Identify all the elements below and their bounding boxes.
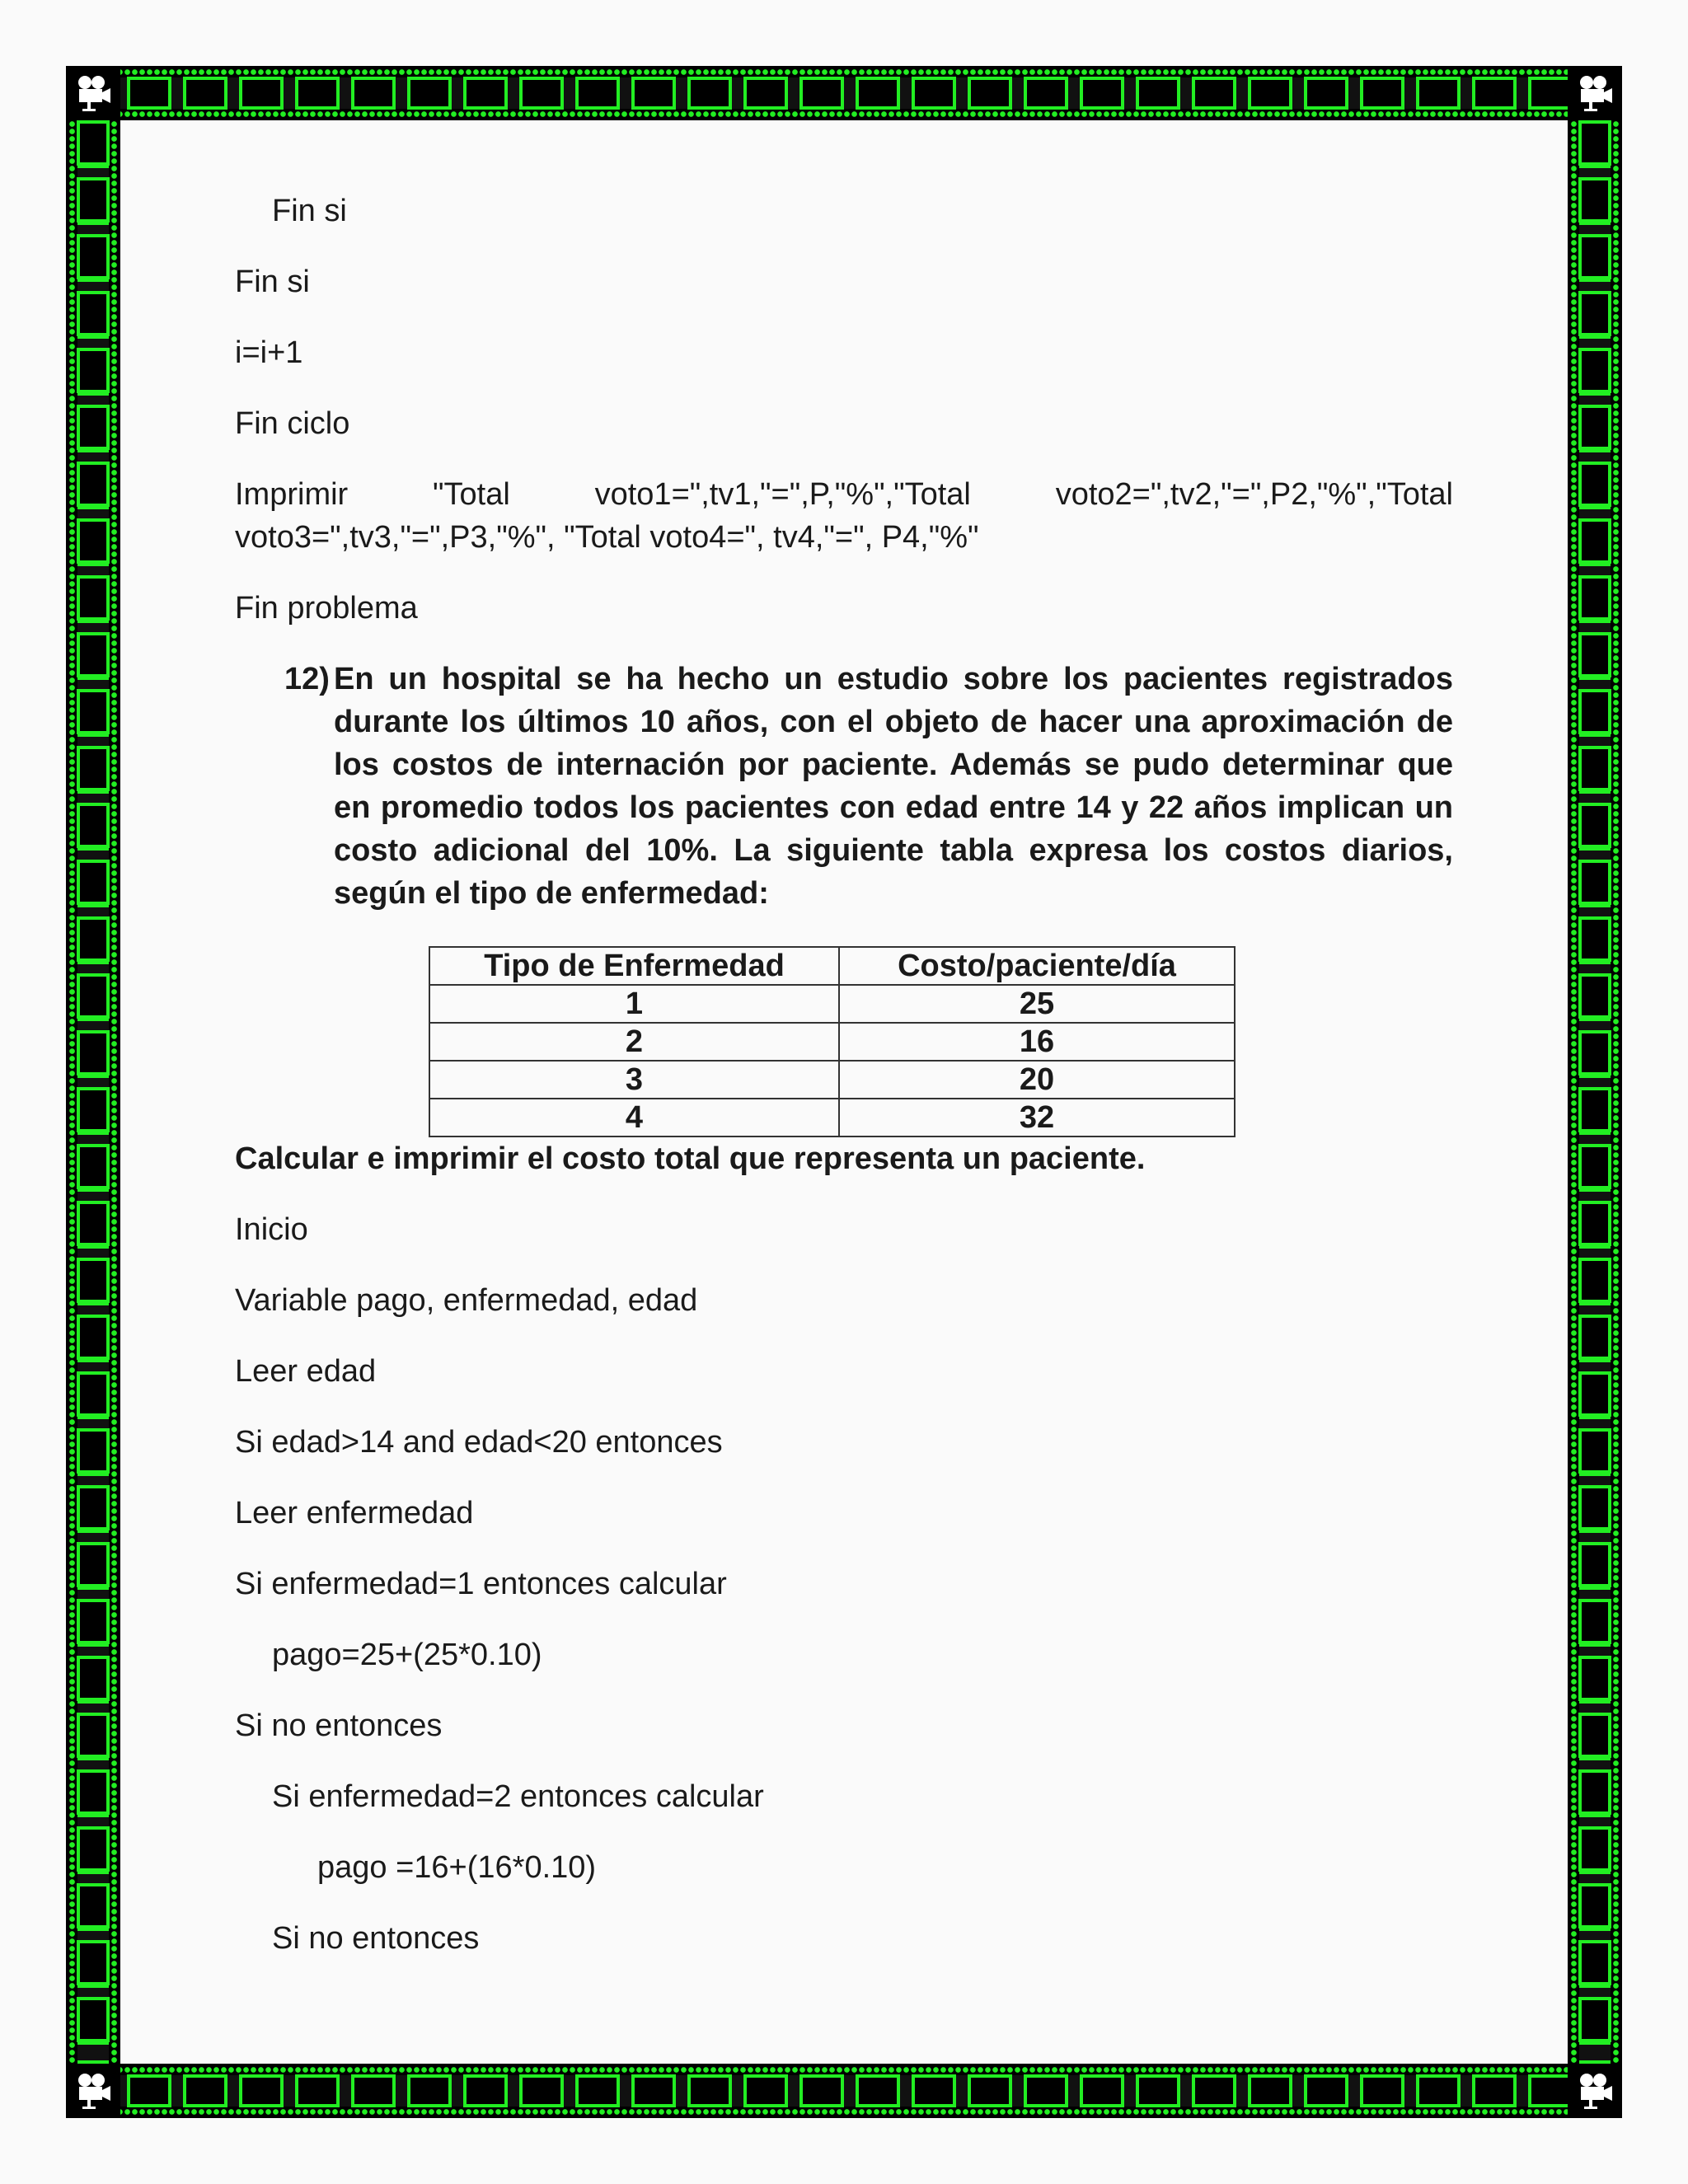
film-frame <box>295 2074 340 2107</box>
film-frame <box>77 348 110 393</box>
film-frame <box>295 77 340 110</box>
film-frame <box>77 1656 110 1701</box>
film-frame <box>1416 77 1461 110</box>
film-frame <box>1578 291 1611 336</box>
film-frame <box>77 291 110 336</box>
code-line: Si enfermedad=2 entonces calcular <box>272 1779 764 1814</box>
film-frames-left <box>77 120 110 2042</box>
film-frame <box>77 575 110 621</box>
film-frame <box>77 1542 110 1587</box>
film-frame <box>77 916 110 962</box>
film-frame <box>77 1315 110 1360</box>
film-frame <box>1528 2074 1573 2107</box>
movie-camera-icon <box>1568 2064 1622 2118</box>
film-border-left <box>66 120 120 2064</box>
cost-table <box>429 946 1236 1137</box>
film-frame <box>968 77 1012 110</box>
film-frame <box>127 2074 171 2107</box>
film-frame <box>912 77 956 110</box>
table-header-costo: Costo/paciente/día <box>839 947 1235 985</box>
code-line: Inicio <box>235 1212 308 1247</box>
film-frame <box>77 1997 110 2042</box>
film-frame <box>1578 916 1611 962</box>
film-frame <box>1578 746 1611 791</box>
film-frame <box>1472 77 1517 110</box>
table-cell-costo: 20 <box>839 1061 1235 1099</box>
film-border-right <box>1568 120 1622 2064</box>
code-line: Leer enfermedad <box>235 1496 474 1530</box>
film-frame <box>1578 1826 1611 1872</box>
film-frame <box>1578 1656 1611 1701</box>
code-line: Variable pago, enfermedad, edad <box>235 1283 698 1318</box>
film-frame <box>1578 405 1611 450</box>
film-frame <box>1578 1315 1611 1360</box>
film-frame <box>1080 77 1124 110</box>
film-border-top <box>66 66 1622 120</box>
film-frame <box>575 77 620 110</box>
film-frame <box>968 2074 1012 2107</box>
film-frame <box>239 2074 284 2107</box>
film-frame <box>1578 462 1611 507</box>
film-frame <box>519 2074 564 2107</box>
film-frame <box>1578 575 1611 621</box>
film-frame <box>1248 77 1292 110</box>
pseudocode-block-after <box>235 1208 1453 1960</box>
film-frame <box>239 77 284 110</box>
table-header-row <box>429 947 1235 985</box>
film-frame <box>1578 1201 1611 1246</box>
table-cell-tipo: 4 <box>429 1099 839 1137</box>
table-cell-tipo: 3 <box>429 1061 839 1099</box>
table-row <box>429 1061 1235 1099</box>
film-frame <box>463 2074 508 2107</box>
table-cell-costo: 25 <box>839 985 1235 1023</box>
film-frame <box>743 2074 788 2107</box>
film-frame <box>1578 1030 1611 1076</box>
table-row <box>429 985 1235 1023</box>
pseudocode-block-before <box>235 190 1453 445</box>
film-frame <box>407 2074 452 2107</box>
film-frame <box>127 77 171 110</box>
code-line: Fin ciclo <box>235 406 350 441</box>
film-frame <box>77 1144 110 1189</box>
film-frame <box>77 860 110 905</box>
film-frame <box>1304 77 1348 110</box>
film-frame <box>1578 632 1611 677</box>
film-frame <box>631 77 676 110</box>
code-line: Fin si <box>235 265 310 299</box>
film-frame <box>1578 1940 1611 1985</box>
film-frame <box>77 177 110 223</box>
code-line: Si edad>14 and edad<20 entonces <box>235 1425 723 1460</box>
film-frame <box>1578 973 1611 1019</box>
film-frame <box>1578 803 1611 848</box>
film-frame <box>799 77 844 110</box>
film-frame <box>77 1599 110 1644</box>
film-frame <box>1578 1258 1611 1303</box>
film-frame <box>1024 77 1068 110</box>
movie-camera-icon <box>1568 66 1622 120</box>
table-row <box>429 1099 1235 1137</box>
film-frame <box>77 1485 110 1530</box>
film-frame <box>1578 1371 1611 1417</box>
film-frame <box>77 234 110 279</box>
film-frame <box>687 77 732 110</box>
film-frames-bottom <box>127 2074 1573 2107</box>
table-cell-tipo: 1 <box>429 985 839 1023</box>
film-frame <box>1136 2074 1180 2107</box>
table-header-tipo: Tipo de Enfermedad <box>429 947 839 985</box>
film-frame <box>1024 2074 1068 2107</box>
film-frame <box>1360 2074 1404 2107</box>
film-frame <box>183 77 227 110</box>
code-line: Leer edad <box>235 1354 377 1389</box>
film-frame <box>912 2074 956 2107</box>
problem-statement <box>284 658 1453 915</box>
film-frame <box>351 2074 396 2107</box>
film-frame <box>77 632 110 677</box>
document-body <box>235 190 1453 1960</box>
film-frame <box>1472 2074 1517 2107</box>
film-frame <box>77 462 110 507</box>
film-frame <box>687 2074 732 2107</box>
film-frame <box>183 2074 227 2107</box>
film-frame <box>1578 1485 1611 1530</box>
table-row <box>429 1023 1235 1061</box>
film-frame <box>1578 1713 1611 1758</box>
film-frame <box>77 746 110 791</box>
film-frame <box>1578 1997 1611 2042</box>
film-frame <box>77 1826 110 1872</box>
fin-problema-line: Fin problema <box>235 591 418 626</box>
film-frame <box>77 120 110 166</box>
film-frame <box>1416 2074 1461 2107</box>
film-frame <box>1578 120 1611 166</box>
film-frame <box>77 1201 110 1246</box>
film-frame <box>519 77 564 110</box>
film-frame <box>631 2074 676 2107</box>
movie-camera-icon <box>66 2064 120 2118</box>
film-frame <box>407 77 452 110</box>
movie-camera-icon <box>66 66 120 120</box>
film-frame <box>351 77 396 110</box>
film-frame <box>1080 2074 1124 2107</box>
film-frame <box>77 973 110 1019</box>
code-line: Si no entonces <box>235 1708 443 1743</box>
imprimir-line: Imprimir "Total voto1=",tv1,"=",P,"%","Total voto2=",tv2,"=",P2,"%","Total voto3=",tv3,"=",P3,"%", "Total voto4=", tv4,"=", P4,"%" <box>235 477 1453 555</box>
code-line: Si no entonces <box>272 1921 480 1956</box>
film-frame <box>1578 518 1611 564</box>
film-frames-right <box>1578 120 1611 2042</box>
table-cell-tipo: 2 <box>429 1023 839 1061</box>
film-frames-top <box>127 77 1573 110</box>
film-frame <box>77 1713 110 1758</box>
film-frame <box>1192 2074 1236 2107</box>
film-frame <box>1578 234 1611 279</box>
film-frame <box>1578 177 1611 223</box>
film-frame <box>1578 689 1611 734</box>
film-frame <box>1578 1883 1611 1929</box>
problem-number: 12) <box>284 662 330 696</box>
film-frame <box>463 77 508 110</box>
film-frame <box>1578 1769 1611 1815</box>
film-frame <box>77 518 110 564</box>
film-frame <box>856 2074 900 2107</box>
problem-text: En un hospital se ha hecho un estudio sobre los pacientes registrados durante los últimos 10 años, con el objeto de hacer una aproximación de los costos de internación por paciente. Además se pudo determinar que en promedio todos los pacientes con edad entre 14 y 22 años implican un costo adicional del 10%. La siguiente tabla expresa los costos diarios, según el tipo de enfermedad: <box>334 662 1453 911</box>
film-frame <box>77 1087 110 1132</box>
film-frame <box>1578 860 1611 905</box>
film-frame <box>1578 1428 1611 1474</box>
film-frame <box>799 2074 844 2107</box>
film-frame <box>1248 2074 1292 2107</box>
film-frame <box>1578 348 1611 393</box>
table-cell-costo: 32 <box>839 1099 1235 1137</box>
film-frame <box>77 1258 110 1303</box>
film-border-bottom <box>66 2064 1622 2118</box>
film-frame <box>77 1428 110 1474</box>
film-frame <box>77 1769 110 1815</box>
film-frame <box>1192 77 1236 110</box>
film-frame <box>1360 77 1404 110</box>
film-frame <box>1578 1087 1611 1132</box>
film-frame <box>1528 77 1573 110</box>
film-frame <box>77 1030 110 1076</box>
film-frame <box>77 1371 110 1417</box>
code-line: i=i+1 <box>235 335 303 370</box>
table-cell-costo: 16 <box>839 1023 1235 1061</box>
film-frame <box>77 689 110 734</box>
film-frame <box>575 2074 620 2107</box>
film-frame <box>743 77 788 110</box>
film-frame <box>856 77 900 110</box>
film-frame <box>77 1883 110 1929</box>
code-line: Si enfermedad=1 entonces calcular <box>235 1567 727 1601</box>
film-frame <box>77 405 110 450</box>
film-frame <box>1578 1144 1611 1189</box>
film-frame <box>1304 2074 1348 2107</box>
code-line: pago =16+(16*0.10) <box>317 1850 597 1885</box>
code-line: pago=25+(25*0.10) <box>272 1638 542 1672</box>
calc-instruction: Calcular e imprimir el costo total que representa un paciente. <box>235 1141 1146 1176</box>
film-frame <box>1578 1599 1611 1644</box>
film-frame <box>1578 1542 1611 1587</box>
film-frame <box>77 803 110 848</box>
film-frame <box>77 1940 110 1985</box>
code-line: Fin si <box>272 194 347 228</box>
film-frame <box>1136 77 1180 110</box>
